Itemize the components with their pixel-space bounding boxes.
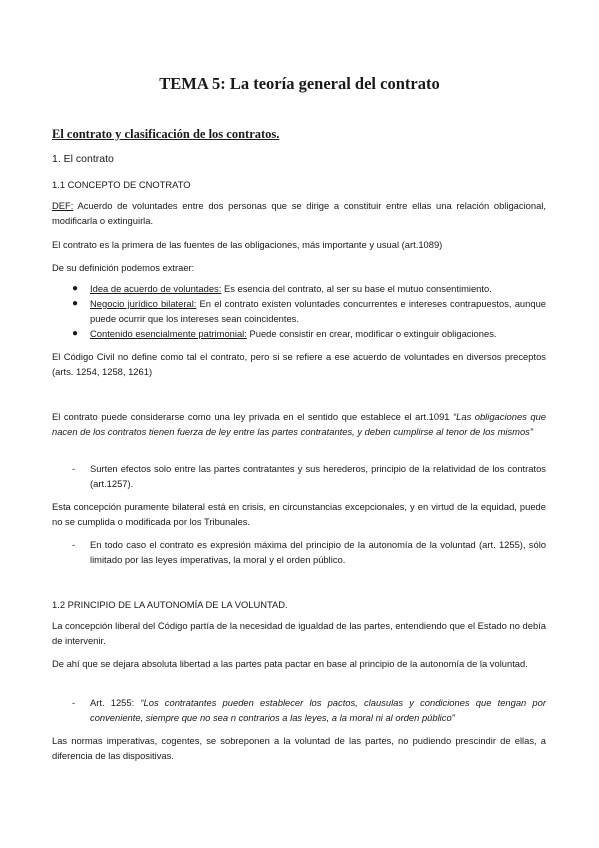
section-title: El contrato y clasificación de los contratos. bbox=[52, 127, 280, 141]
dash-text: Surten efectos solo entre las partes contratantes y sus herederos, principio de la relatividad de los contratos (art.1257). bbox=[90, 463, 546, 489]
dash-mark: - bbox=[72, 463, 76, 474]
subsection-heading-1: 1. El contrato bbox=[52, 153, 114, 165]
list-item bbox=[52, 296, 546, 326]
subsection-heading-1-2: 1.2 PRINCIPIO DE LA AUTONOMÍA DE LA VOLUNTAD. bbox=[52, 599, 288, 610]
document-title: TEMA 5: La teoría general del contrato bbox=[159, 74, 440, 93]
dash-text: Art. 1255: bbox=[90, 697, 141, 708]
paragraph-codigo: El Código Civil no define como tal el contrato, pero si se refiere a ese acuerdo de voluntades en diversos preceptos (arts. 1254, 1258, 1261) bbox=[52, 351, 546, 377]
bullet-mark: ● bbox=[72, 328, 79, 339]
bullet-label: Idea de acuerdo de voluntades: bbox=[90, 283, 222, 294]
bullet-text: Es esencia del contrato, al ser su base el mutuo consentimiento. bbox=[221, 283, 492, 294]
definition-text: Acuerdo de voluntades entre dos personas que se dirige a constituir entre ellas una relación obligacional, modificarla o extinguirla. bbox=[52, 200, 546, 226]
list-item bbox=[52, 537, 546, 567]
ley-privada-text: El contrato puede considerarse como una ley privada en el sentido que establece el art.1091 bbox=[52, 411, 454, 422]
list-item bbox=[52, 461, 546, 491]
bullet-mark: ● bbox=[72, 283, 79, 294]
paragraph-ley-privada bbox=[52, 409, 546, 439]
bullet-text: En el contrato existen voluntades concurrentes e intereses contrapuestos, aunque puede ocurrir que los intereses sean coincidentes. bbox=[90, 298, 546, 324]
dash-quote: “Los contratantes pueden establecer los pactos, clausulas y condiciones que tengan por conveniente, siempre que no sea n contrarios a las leyes, a la moral ni al orden público” bbox=[90, 697, 546, 723]
list-item bbox=[52, 281, 546, 296]
dash-list-1 bbox=[52, 461, 546, 491]
definition-paragraph bbox=[52, 198, 546, 228]
paragraph-imperativas: Las normas imperativas, cogentes, se sobreponen a la voluntad de las partes, no pudiendo prescindir de ellas, a diferencia de las dispositivas. bbox=[52, 735, 546, 761]
subsection-heading-1-1: 1.1 CONCEPTO DE CNOTRATO bbox=[52, 179, 191, 190]
dash-list-2 bbox=[52, 537, 546, 567]
bullet-text: Puede consistir en crear, modificar o extinguir obligaciones. bbox=[246, 328, 497, 339]
paragraph-fuente: El contrato es la primera de las fuentes de las obligaciones, más importante y usual (art.1089) bbox=[52, 239, 443, 250]
paragraph-liberal: La concepción liberal del Código partía de la necesidad de igualdad de las partes, entendiendo que el Estado no debía de intervenir. bbox=[52, 620, 546, 646]
paragraph-extraer: De su definición podemos extraer: bbox=[52, 262, 195, 273]
dash-mark: - bbox=[72, 697, 76, 708]
paragraph-libertad: De ahí que se dejara absoluta libertad a las partes pata pactar en base al principio de la autonomía de la voluntad. bbox=[52, 658, 528, 669]
list-item bbox=[52, 326, 546, 341]
list-item bbox=[52, 695, 546, 725]
dash-mark: - bbox=[72, 539, 76, 550]
bullet-label: Contenido esencialmente patrimonial: bbox=[90, 328, 247, 339]
bullet-list bbox=[52, 281, 546, 341]
ley-privada-quote: “Las obligaciones que nacen de los contratos tienen fuerza de ley entre las partes contratantes, y deben cumplirse al tenor de los mismos” bbox=[52, 411, 546, 437]
paragraph-crisis: Esta concepción puramente bilateral está en crisis, en circunstancias excepcionales, y en virtud de la equidad, puede no se cumplida o modificada por los Tribunales. bbox=[52, 501, 546, 527]
bullet-label: Negocio jurídico bilateral: bbox=[90, 298, 197, 309]
dash-list-3 bbox=[52, 695, 546, 725]
definition-label: DEF: bbox=[52, 200, 74, 211]
bullet-mark: ● bbox=[72, 298, 79, 309]
dash-text: En todo caso el contrato es expresión máxima del principio de la autonomía de la voluntad (art. 1255), sólo limitado por las leyes imperativas, la moral y el orden público. bbox=[90, 539, 546, 565]
